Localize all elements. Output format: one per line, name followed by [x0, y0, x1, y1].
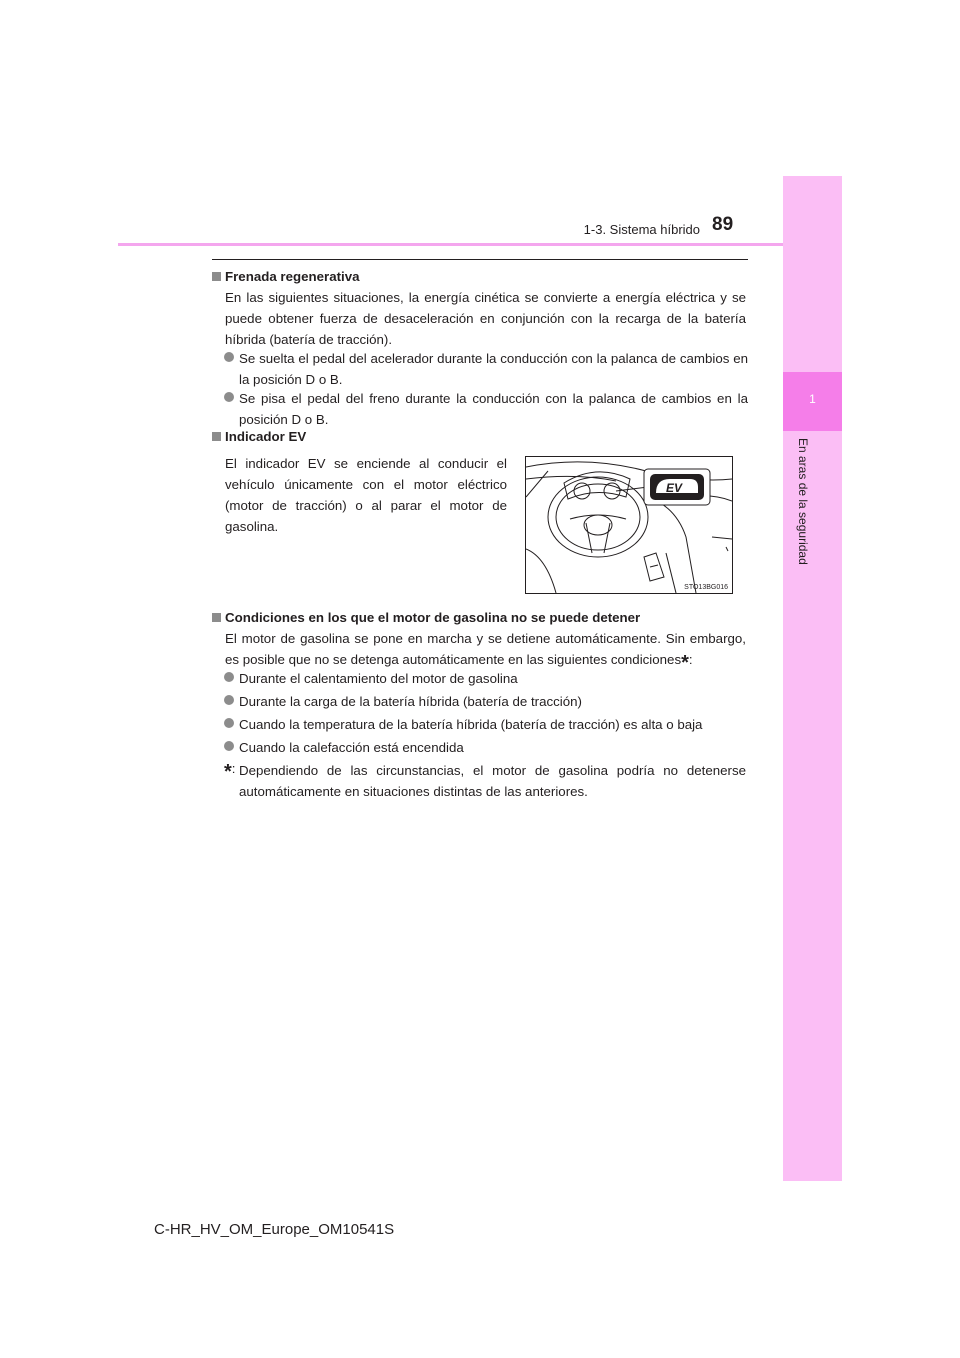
regen-heading-text: Frenada regenerativa: [225, 269, 360, 284]
conditions-bullet-3: [239, 714, 748, 735]
conditions-bullet-1-text: Durante el calentamiento del motor de gasolina: [239, 671, 518, 686]
conditions-heading: [212, 609, 640, 627]
footnote-star: *: [681, 652, 689, 674]
ev-heading-text: Indicador EV: [225, 429, 307, 444]
round-bullet-icon: [224, 352, 234, 362]
regen-bullet-2: [239, 388, 748, 430]
ev-description: El indicador EV se enciende al conducir el vehículo únicamente con el motor eléctrico (motor de tracción) o al parar el motor de gasolina.: [225, 456, 507, 534]
document-code: C-HR_HV_OM_Europe_OM10541S: [154, 1221, 395, 1238]
ev-badge-text: EV: [666, 481, 683, 495]
regen-bullet-1: [239, 348, 748, 390]
regen-bullet-2-text: Se pisa el pedal del freno durante la conducción con la palanca de cambios en la posición D o B.: [239, 391, 748, 427]
square-bullet-icon: [212, 432, 221, 441]
content-top-rule: [212, 259, 748, 260]
square-bullet-icon: [212, 272, 221, 281]
ev-indicator-illustration: [525, 456, 733, 594]
chapter-vertical-label: En aras de la seguridad: [796, 438, 810, 565]
header-divider: [118, 243, 842, 246]
round-bullet-icon: [224, 672, 234, 682]
chapter-tab-number: 1: [809, 392, 816, 406]
conditions-intro: [225, 628, 746, 674]
regen-intro: En las siguientes situaciones, la energía cinética se convierte a energía eléctrica y se puede obtener fuerza de desaceleración en conjunción con la recarga de la batería híbrida (batería de tracción).: [225, 290, 746, 347]
conditions-bullet-1: [239, 668, 748, 689]
round-bullet-icon: [224, 741, 234, 751]
chapter-side-strip: [783, 176, 842, 1181]
round-bullet-icon: [224, 392, 234, 402]
round-bullet-icon: [224, 695, 234, 705]
footnote-marker: [224, 758, 236, 783]
regen-heading: [212, 268, 360, 286]
footnote-marker-colon: :: [231, 761, 236, 776]
conditions-intro-text: El motor de gasolina se pone en marcha y se detiene automáticamente. Sin embargo, es posible que no se detenga automáticamente en las siguientes condiciones: [225, 631, 746, 667]
conditions-bullet-4-text: Cuando la calefacción está encendida: [239, 740, 464, 755]
ev-heading: [212, 428, 306, 446]
dashboard-steering-wheel-drawing: [526, 457, 732, 593]
regen-bullet-1-text: Se suelta el pedal del acelerador durante la conducción con la palanca de cambios en la posición D o B.: [239, 351, 748, 387]
footnote-marker-star: *: [224, 761, 232, 783]
conditions-intro-colon: :: [688, 652, 693, 667]
conditions-heading-text: Condiciones en los que el motor de gasolina no se puede detener: [225, 610, 641, 625]
conditions-bullet-2-text: Durante la carga de la batería híbrida (batería de tracción): [239, 694, 582, 709]
page-number: 89: [712, 214, 734, 235]
conditions-bullet-4: [239, 737, 748, 758]
figure-code: STO13BG016: [684, 584, 728, 591]
conditions-bullet-2: [239, 691, 748, 712]
footnote-text: Dependiendo de las circunstancias, el motor de gasolina podría no detenerse automáticamente en situaciones distintas de las anteriores.: [239, 763, 746, 799]
round-bullet-icon: [224, 718, 234, 728]
section-title: 1-3. Sistema híbrido: [583, 222, 700, 237]
square-bullet-icon: [212, 613, 221, 622]
conditions-bullet-3-text: Cuando la temperatura de la batería híbrida (batería de tracción) es alta o baja: [239, 717, 703, 732]
